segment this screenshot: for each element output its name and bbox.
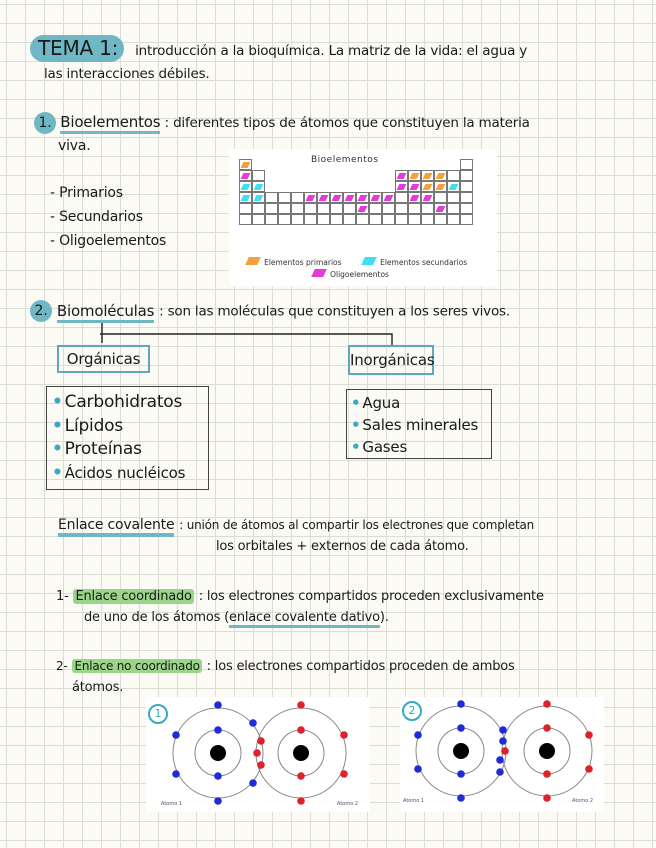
electron-blue — [172, 731, 180, 739]
coordinated-text-line2 — [84, 610, 389, 625]
electron-red — [257, 737, 265, 745]
electron-blue — [457, 770, 465, 778]
diagram-1-atom2-caption: Atomo 2 — [337, 801, 359, 807]
organic-item-text: Carbohidratos — [64, 392, 183, 412]
inorganic-label: Inorgánicas — [350, 351, 435, 369]
organic-label: Orgánicas — [66, 350, 141, 368]
organic-label-box — [57, 345, 150, 373]
bullet-icon: • — [52, 415, 63, 436]
title-text-line1: introducción a la bioquímica. La matriz de la vida: el agua y — [135, 43, 528, 59]
bullet-icon: • — [351, 438, 361, 456]
bullet-icon: • — [52, 439, 63, 459]
electron-blue — [214, 701, 222, 709]
electron-blue — [457, 724, 465, 732]
title-text-line2: las interacciones débiles. — [44, 66, 210, 82]
nucleus — [210, 745, 226, 761]
section1-definition-line2: viva. — [58, 138, 91, 154]
bullet-icon: • — [351, 394, 361, 412]
electron-red — [543, 700, 551, 708]
bullet-icon: • — [52, 392, 63, 412]
type-primary: - Primarios — [50, 185, 123, 201]
electron-red — [297, 772, 305, 780]
electron-blue — [457, 700, 465, 708]
organic-item — [52, 391, 208, 415]
diagram-1-svg — [146, 697, 370, 812]
electron-blue — [172, 770, 180, 778]
diagram-1-badge — [148, 704, 168, 724]
inorganic-list-box — [346, 389, 492, 459]
bullet-icon: • — [52, 462, 63, 483]
inorganic-label-box — [348, 345, 434, 375]
section1-definition-line1: : diferentes tipos de átomos que constituyen la materia — [164, 115, 530, 131]
inorganic-item-text: Agua — [362, 394, 401, 412]
electron-red — [297, 701, 305, 709]
nucleus — [453, 743, 469, 759]
diagram-1 — [146, 697, 370, 812]
inorganic-item — [351, 414, 491, 436]
organic-item — [52, 438, 208, 462]
covalent-definition-line1: : unión de átomos al compartir los electrones que completan — [179, 518, 535, 532]
coordinated-prefix: 1- — [56, 589, 69, 604]
legend-primary-label: Elementos primarios — [264, 258, 342, 267]
electron-blue — [214, 772, 222, 780]
non-coordinated-text-line2: átomos. — [72, 680, 124, 695]
section2-number: 2. — [30, 300, 52, 322]
electron-red — [585, 765, 593, 773]
type-secondary: - Secundarios — [50, 209, 143, 225]
legend-secondary-label: Elementos secundarios — [380, 258, 468, 267]
inorganic-item-text: Sales minerales — [362, 416, 479, 434]
coordinated-text-line2-hl: enlace covalente dativo — [229, 610, 380, 628]
diagram-2-atom2-caption: Atomo 2 — [572, 798, 594, 804]
electron-red — [340, 770, 348, 778]
electron-red — [501, 747, 509, 755]
periodic-table-title: Bioelementos — [311, 155, 379, 165]
diagram-2-badge — [402, 701, 422, 721]
diagram-2-atom1-caption: Atomo 1 — [403, 798, 425, 804]
section2-definition: : son las moléculas que constituyen a los seres vivos. — [159, 303, 510, 320]
electron-blue — [214, 797, 222, 805]
electron-blue — [496, 756, 504, 764]
non-coordinated-text-line1: : los electrones compartidos proceden de ambos — [206, 659, 515, 674]
section2-heading: Biomoléculas — [57, 302, 154, 323]
electron-red — [340, 731, 348, 739]
coordinated-text-line2-b: ). — [379, 610, 389, 625]
electron-blue — [414, 731, 422, 739]
electron-red — [297, 726, 305, 734]
covalent-heading: Enlace covalente — [58, 517, 174, 537]
diagram-1-label: 1 — [154, 707, 162, 720]
organic-item-text: Ácidos nucléicos — [64, 463, 186, 482]
coordinated-text-line1: : los electrones compartidos proceden exclusivamente — [198, 589, 544, 604]
electron-red — [297, 797, 305, 805]
organic-item — [52, 462, 208, 486]
coordinated-text-line2-a: de uno de los átomos ( — [84, 610, 230, 625]
organic-item-text: Proteínas — [64, 439, 142, 459]
electron-red — [543, 724, 551, 732]
electron-blue — [499, 737, 507, 745]
electron-blue — [249, 719, 257, 727]
coordinated-heading: Enlace coordinado — [75, 589, 192, 604]
diagram-2-label: 2 — [408, 704, 416, 717]
non-coordinated-row — [56, 655, 646, 674]
covalent-row — [58, 514, 648, 533]
electron-red — [543, 770, 551, 778]
title-tag: TEMA 1: — [30, 35, 124, 62]
inorganic-item — [351, 392, 491, 414]
diagram-2 — [400, 697, 604, 812]
inorganic-item-text: Gases — [362, 438, 408, 456]
nucleus — [539, 743, 555, 759]
electron-red — [253, 749, 261, 757]
electron-red — [585, 731, 593, 739]
legend-oligo-label: Oligoelementos — [330, 270, 389, 279]
electron-blue — [214, 726, 222, 734]
electron-blue — [496, 768, 504, 776]
organic-list-box — [46, 386, 209, 490]
type-oligo: - Oligoelementos — [50, 233, 167, 249]
inorganic-item — [351, 436, 491, 458]
covalent-definition-line2: los orbitales + externos de cada átomo. — [216, 539, 469, 554]
electron-blue — [499, 726, 507, 734]
bullet-icon: • — [351, 416, 361, 434]
nucleus — [293, 745, 309, 761]
organic-item — [52, 415, 208, 439]
diagram-2-svg — [400, 697, 604, 812]
electron-blue — [457, 794, 465, 802]
electron-red — [543, 794, 551, 802]
coordinated-row — [56, 585, 646, 604]
diagram-1-atom1-caption: Atomo 1 — [161, 801, 183, 807]
non-coordinated-prefix: 2- — [56, 659, 68, 673]
electron-red — [257, 761, 265, 769]
electron-blue — [414, 765, 422, 773]
section1-heading: Bioelementos — [60, 113, 160, 134]
section1-number: 1. — [34, 112, 56, 134]
electron-blue — [249, 779, 257, 787]
organic-item-text: Lípidos — [64, 415, 124, 436]
non-coordinated-heading: Enlace no coordinado — [74, 659, 200, 673]
